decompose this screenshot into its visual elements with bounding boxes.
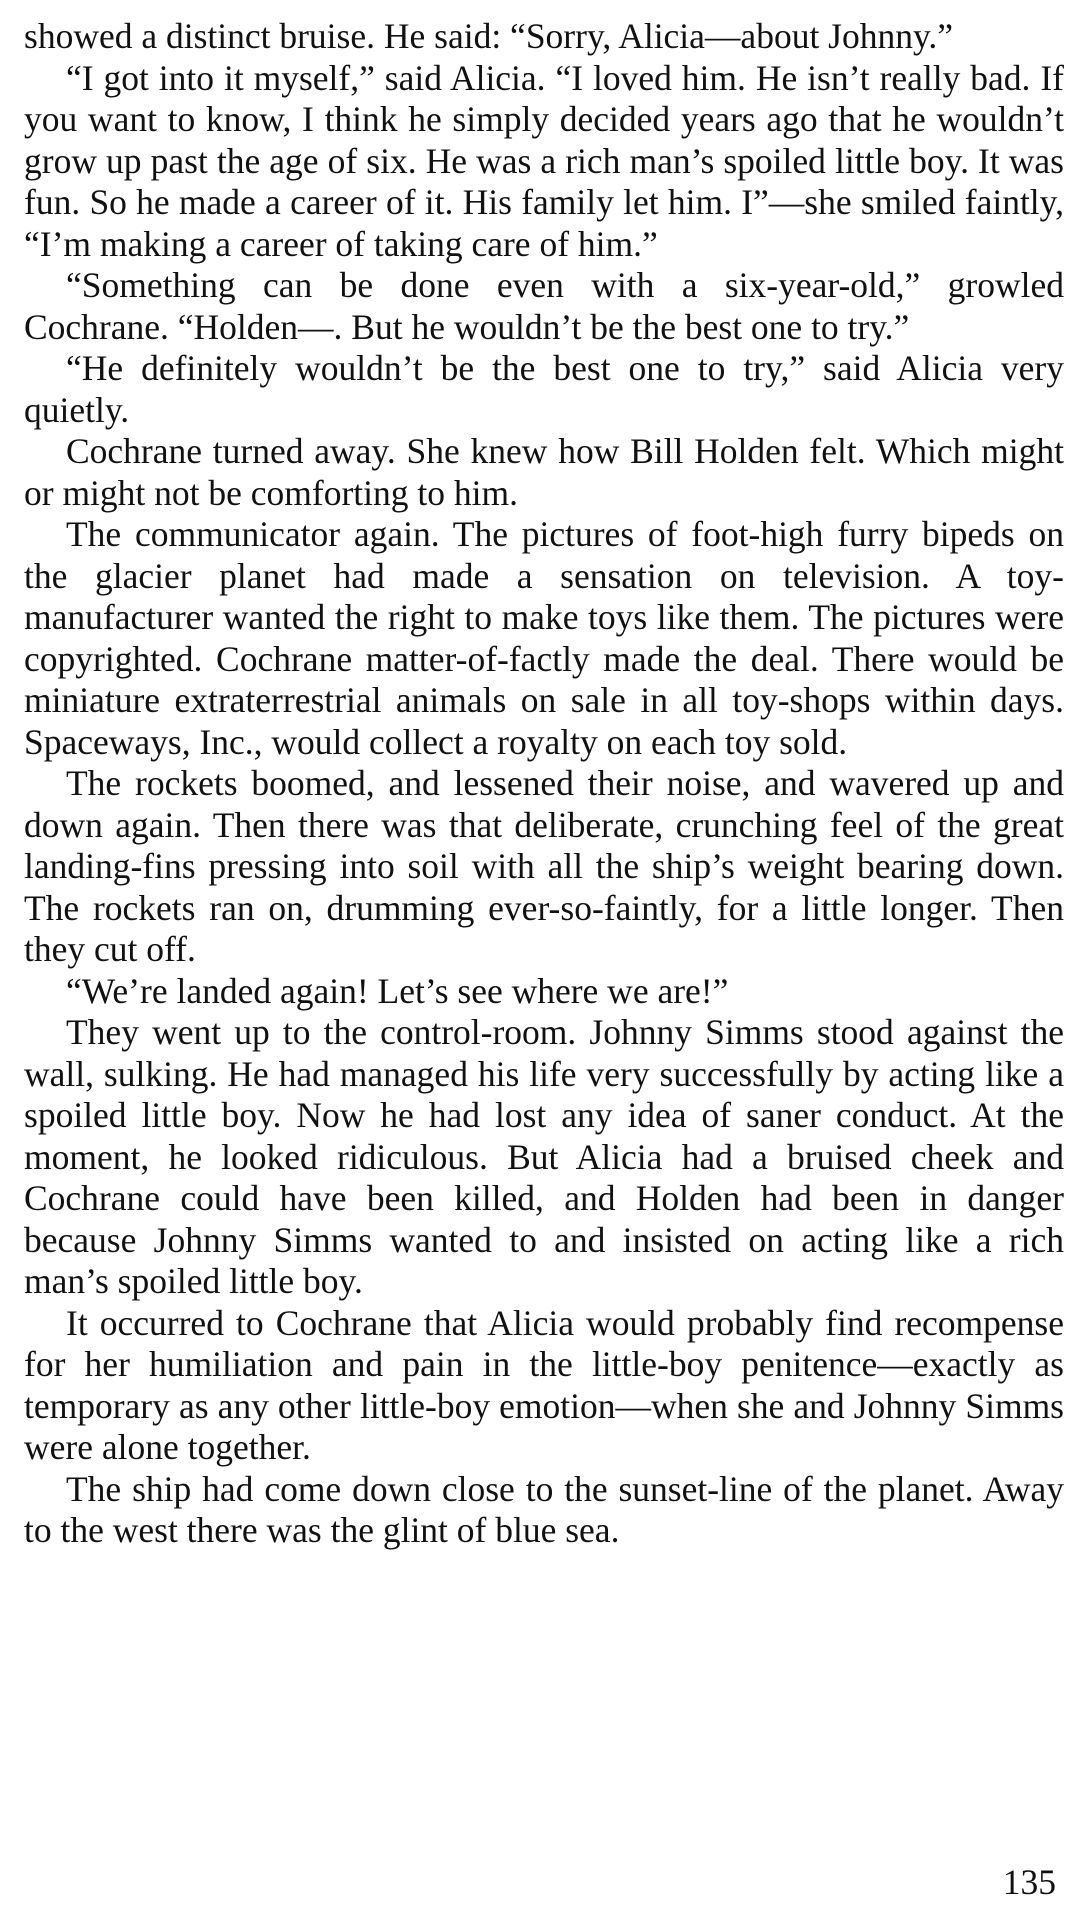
paragraph: Cochrane turned away. She knew how Bill Holden felt. Which might or might not be comforting to him. xyxy=(24,431,1064,513)
paragraph: The rockets boomed, and lessened their noise, and wavered up and down again. Then there was that deliberate, crunching feel of the great landing-fins pressing into soil with all the ship’s weight bearing down. The rockets ran on, drumming ever-so-faintly, for a little longer. Then they cut off. xyxy=(24,763,1064,969)
paragraph: showed a distinct bruise. He said: “Sorry, Alicia—about Johnny.” xyxy=(24,16,954,56)
paragraph: The ship had come down close to the sunset-line of the planet. Away to the west there was the glint of blue sea. xyxy=(24,1468,1064,1550)
paragraph: It occurred to Cochrane that Alicia would probably find recompense for her humiliation and pain in the little-boy penitence—exactly as temporary as any other little-boy emotion—when she and Johnny Simms were alone together. xyxy=(24,1302,1064,1467)
book-page-text xyxy=(24,16,1064,1552)
page-number: 135 xyxy=(1002,1862,1056,1902)
paragraph: They went up to the control-room. Johnny Simms stood against the wall, sulking. He had managed his life very successfully by acting like a spoiled little boy. Now he had lost any idea of saner conduct. At the moment, he looked ridiculous. But Alicia had a bruised cheek and Cochrane could have been killed, and Holden had been in danger because Johnny Simms wanted to and insisted on acting like a rich man’s spoiled little boy. xyxy=(24,1012,1064,1301)
paragraph: “He definitely wouldn’t be the best one to try,” said Alicia very quietly. xyxy=(24,348,1064,430)
paragraph: “Something can be done even with a six-year-old,” growled Cochrane. “Holden—. But he wouldn’t be the best one to try.” xyxy=(24,265,1064,347)
paragraph: “I got into it myself,” said Alicia. “I loved him. He isn’t really bad. If you want to know, I think he simply decided years ago that he wouldn’t grow up past the age of six. He was a rich man’s spoiled little boy. It was fun. So he made a career of it. His family let him. I”—she smiled faintly, “I’m making a career of taking care of him.” xyxy=(24,57,1064,264)
paragraph: “We’re landed again! Let’s see where we are!” xyxy=(66,970,729,1011)
paragraph: The communicator again. The pictures of foot-high furry bipeds on the glacier planet had made a sensation on television. A toy-manufacturer wanted the right to make toys like them. The pictures were copyrighted. Cochrane matter-of-factly made the deal. There would be miniature extraterrestrial animals on sale in all toy-shops within days. Spaceways, Inc., would collect a royalty on each toy sold. xyxy=(24,514,1064,762)
